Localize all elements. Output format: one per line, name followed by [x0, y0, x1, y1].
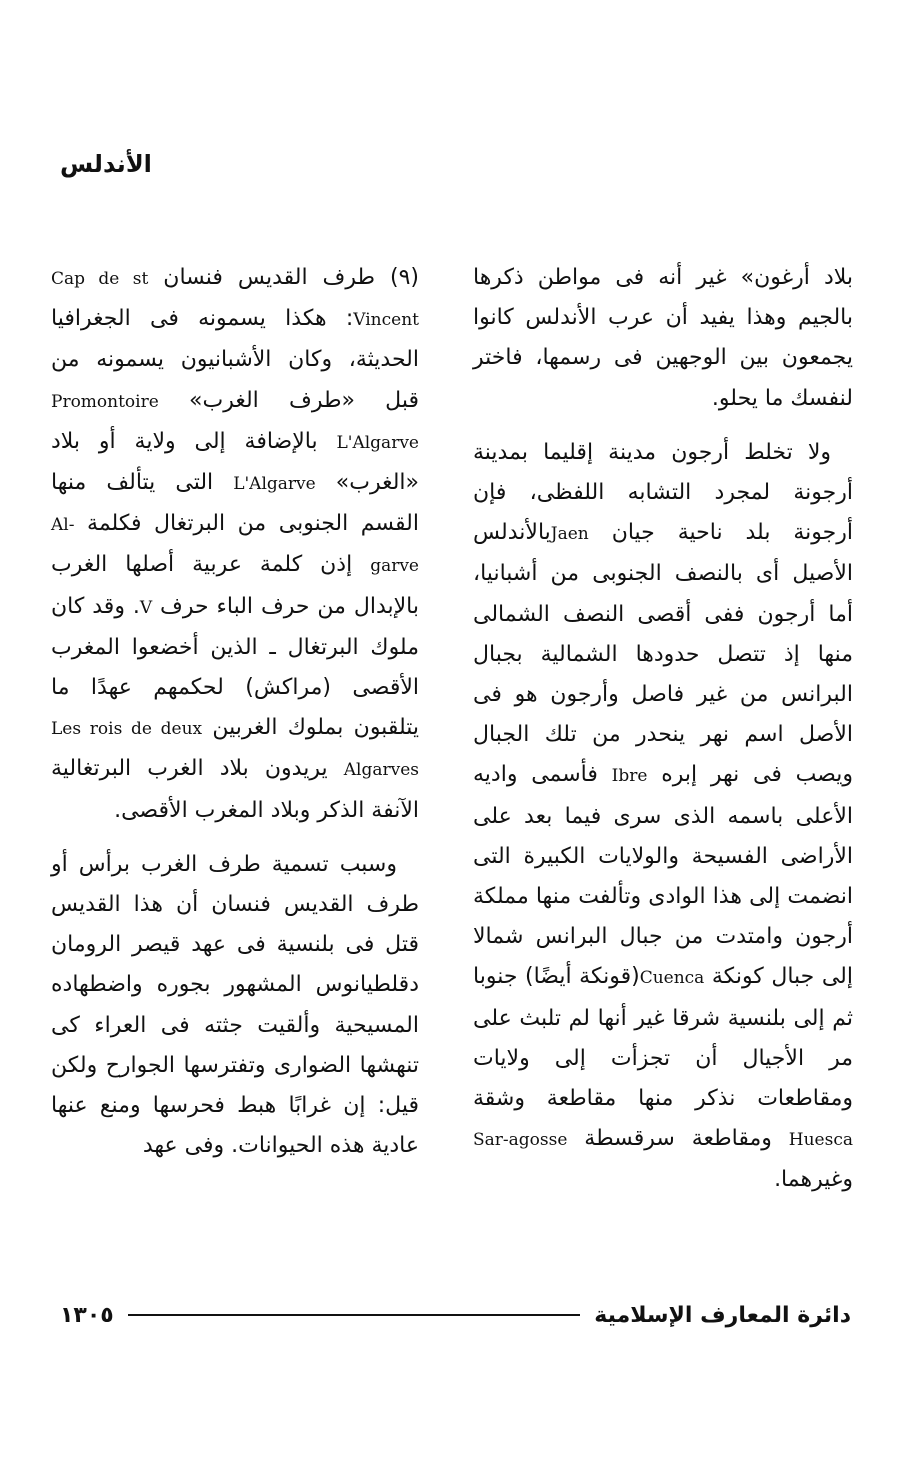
paragraph — [473, 258, 853, 419]
text-run: يريدون بلاد الغرب البرتغالية الآنفة الذكر وبلاد المغرب الأقصى. — [51, 756, 419, 823]
latin-term: Les rois de deux Algarves — [51, 719, 419, 781]
text-run: (٩) طرف القديس فنسان — [148, 265, 419, 290]
latin-term: Cuenca — [639, 968, 705, 989]
page-number: ١٣٠٥ — [60, 1302, 114, 1328]
text-run: : هكذا يسمونه فى الجغرافيا الحديثة، وكان الأشبانيون يسمونه من قبل «طرف الغرب» — [51, 306, 419, 413]
text-run: ولا تخلط أرجون مدينة إقليما بمدينة أرجونة لمجرد التشابه اللفظى، فإن أرجونة بلد ناحية جيان — [473, 439, 853, 546]
paragraph — [51, 845, 419, 1167]
latin-term: Huesca — [788, 1130, 853, 1151]
latin-term: Al-garve — [51, 515, 419, 577]
text-run: . وقد كان ملوك البرتغال ـ الذين أخضعوا المغرب الأقصى (مراكش) لحكمهم عهدًا ما يتلقبون بملوك الغربين — [51, 593, 419, 741]
latin-term: L'Algarve — [336, 432, 419, 453]
latin-term: V — [139, 597, 153, 618]
text-run: التى يتألف منها القسم الجنوبى من البرتغال فكلمة — [51, 470, 419, 537]
text-run: بالإضافة إلى ولاية أو بلاد «الغرب» — [51, 428, 419, 496]
page-footer — [60, 1300, 851, 1330]
latin-term: Ibre — [611, 766, 648, 787]
footer-rule — [128, 1314, 581, 1316]
latin-term: L'Algarve — [233, 474, 316, 495]
latin-term: Sar-agosse — [473, 1130, 568, 1151]
text-run: بالأندلس الأصيل أى بالنصف الجنوبى من أشبانيا، أما أرجون ففى أقصى النصف الشمالى منها إذ تتصل حدودها الشمالية بجبال البرانس من غير فاصل وأرجون هو فى الأصل اسم نهر ينحدر من تلك الجبال ويصب فى نهر إبره — [473, 520, 853, 788]
text-run: ومقاطعة سرقسطة — [567, 1126, 789, 1152]
text-run: وغيرهما. — [774, 1167, 853, 1193]
running-header: الأندلس — [60, 150, 152, 178]
publication-title: دائرة المعارف الإسلامية — [594, 1302, 851, 1328]
paragraph — [473, 433, 853, 1201]
latin-term: Jaen — [550, 524, 589, 545]
footnote-paragraph — [51, 258, 419, 831]
text-run: إذن كلمة عربية أصلها الغرب بالإبدال من حرف الباء حرف — [51, 552, 419, 619]
text-run: بلاد أرغون» غير أنه فى مواطن ذكرها بالجيم وهذا يفيد أن عرب الأندلس كانوا يجمعون بين الوجهين فى رسمها، فاختر لنفسك ما يحلو. — [473, 265, 853, 411]
latin-term: Cap de st Vincent — [51, 269, 419, 331]
text-run: فأسمى واديه الأعلى باسمه الذى سرى فيما بعد على الأراضى الفسيحة والولايات الكبيرة التى انضمت إلى هذا الوادى وتألفت منها مملكة أرجون وامتدت من جبال البرانس شمالا إلى جبال كونكة — [473, 762, 853, 990]
text-run: (قونكة أيضًا) جنوبا ثم إلى بلنسية شرقا غير أنها لم تلبث على مر الأجيال أن تجزأت إلى ولايات ومقاطعات نذكر منها مقاطعة وشقة — [473, 964, 853, 1112]
latin-term: Promontoire — [51, 391, 159, 412]
text-column-right — [473, 258, 853, 1201]
text-run: وسبب تسمية طرف الغرب برأس أو طرف القديس فنسان أن هذا القديس قتل فى بلنسية فى عهد قيصر الرومان دقلطيانوس المشهور بجوره واضطهاده المسيحية وألقيت جثته فى العراء كى تنهشها الضوارى وتفترسها الجوارح ولكن قيل: إن غرابًا هبط فحرسها ومنع عنها عادية هذه الحيوانات. وفى عهد — [51, 851, 419, 1159]
text-column-left — [51, 258, 419, 1166]
